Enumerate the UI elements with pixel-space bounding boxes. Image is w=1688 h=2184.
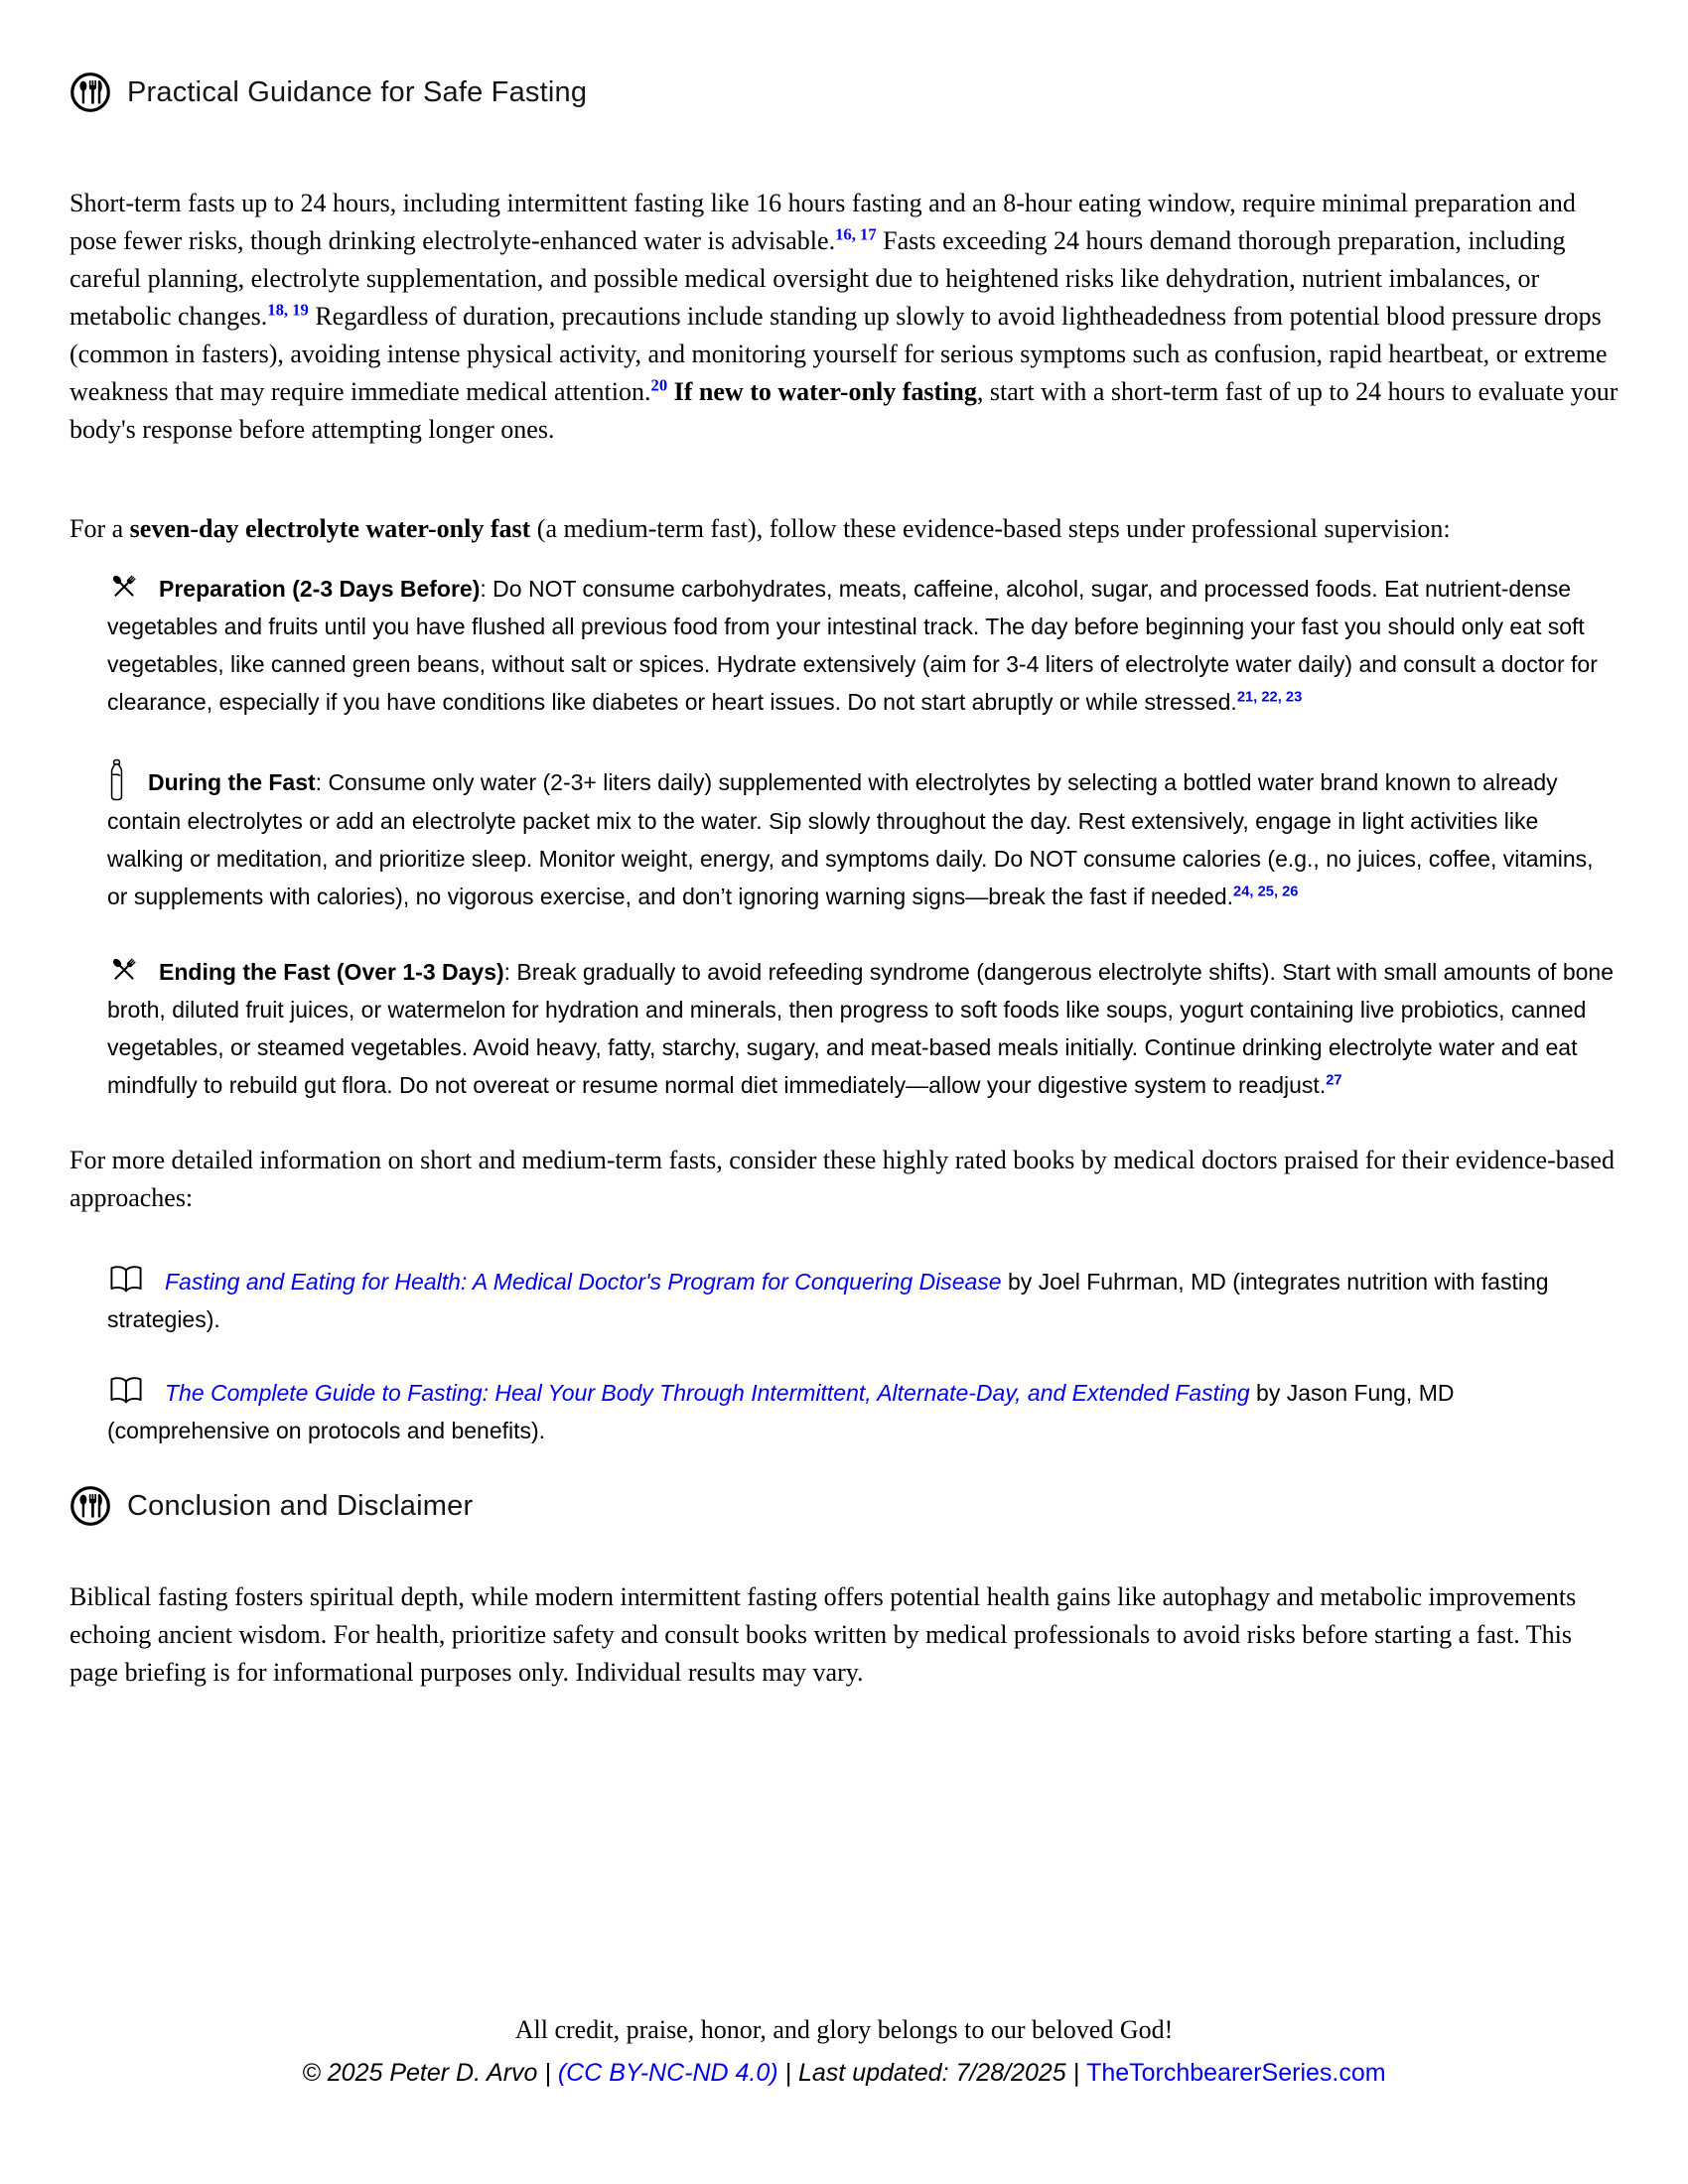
crossed-spoon-fork-icon: [107, 570, 141, 604]
footnote-ref-20[interactable]: 20: [650, 375, 668, 395]
footer-credit-line: All credit, praise, honor, and glory belongs to our beloved God!: [514, 2015, 1174, 2044]
book-item-fung: [107, 1374, 1618, 1449]
footnote-ref-21-22-23[interactable]: 21, 22, 23: [1236, 689, 1303, 706]
book-link-fuhrman[interactable]: Fasting and Eating for Health: A Medical Doctor's Program for Conquering Disease: [165, 1269, 1002, 1295]
guidance-section-heading: [70, 71, 1618, 113]
water-bottle-icon: [107, 758, 126, 802]
text-segment: Fasts exceeding 24 hours demand thorough preparation, including careful planning, electrolyte supplementation, and possible medical oversight due to heightened risks like dehydration, nutrient imbalances, or metabolic changes.: [70, 226, 1566, 331]
page-footer: [0, 2011, 1688, 2093]
text-segment: © 2025 Peter D. Arvo |: [302, 2059, 558, 2087]
guidance-heading-text: Practical Guidance for Safe Fasting: [127, 75, 588, 108]
book-fuhrman-text: [107, 1269, 1549, 1332]
book-item-fuhrman: [107, 1263, 1618, 1338]
bullet-preparation: [107, 570, 1618, 721]
text-segment: by Jason Fung, MD (comprehensive on protocols and benefits).: [107, 1380, 1455, 1443]
text-segment: seven-day electrolyte water-only fast: [129, 514, 531, 543]
text-segment: Ending the Fast (Over 1-3 Days): [159, 959, 504, 985]
bullet-preparation-text: [107, 576, 1598, 715]
dining-circle-icon: [70, 1485, 111, 1527]
text-segment: : Do NOT consume carbohydrates, meats, caffeine, alcohol, sugar, and processed foods. Eat nutrient-dense vegetables and fruits until you have flushed all previous food from your intestinal track. The day before beginning your fast you should only eat soft vegetables, like canned green beans, without salt or spices. Hydrate extensively (aim for 3-4 liters of electrolyte water daily) and consult a doctor for clearance, especially if you have conditions like diabetes or heart issues. Do not start abruptly or while stressed.: [107, 576, 1598, 715]
torchbearer-site-link[interactable]: TheTorchbearerSeries.com: [1086, 2059, 1386, 2087]
text-segment: | Last updated: 7/28/2025 |: [777, 2059, 1087, 2087]
books-intro-paragraph: For more detailed information on short and medium-term fasts, consider these highly rated books by medical doctors praised for their evidence-based approaches:: [70, 1146, 1615, 1212]
open-book-icon: [107, 1264, 145, 1296]
text-segment: : Break gradually to avoid refeeding syndrome (dangerous electrolyte shifts). Start with small amounts of bone broth, diluted fruit juices, or watermelon for hydration and minerals, then progress to soft foods like soups, yogurt containing live probiotics, canned vegetables, or steamed vegetables. Avoid heavy, fatty, starchy, sugary, and meat-based meals initially. Continue drinking electrolyte water and eat mindfully to rebuild gut flora. Do not overeat or resume normal diet immediately—allow your digestive system to readjust.: [107, 959, 1614, 1098]
text-segment: : Consume only water (2-3+ liters daily) supplemented with electrolytes by selecting a bottled water brand known to already contain electrolytes or add an electrolyte packet mix to the water. Sip slowly throughout the day. Rest extensively, engage in light activities like walking or meditation, and prioritize sleep. Monitor weight, energy, and symptoms daily. Do NOT consume calories (e.g., no juices, coffee, vitamins, or supplements with calories), no vigorous exercise, and don’t ignoring warning signs—break the fast if needed.: [107, 769, 1594, 909]
bullet-ending-fast-text: [107, 959, 1614, 1098]
dining-circle-icon: [70, 71, 111, 113]
book-fung-text: [107, 1380, 1454, 1443]
bullet-during-fast-text: [107, 769, 1594, 909]
conclusion-section-heading: [70, 1485, 1618, 1527]
text-segment: (a medium-term fast), follow these evidence-based steps under professional supervision:: [530, 514, 1451, 543]
footer-copyright-line: [0, 2053, 1688, 2093]
text-segment: If new to water-only fasting: [673, 377, 977, 406]
text-segment: , start with a short-term fast of up to 24 hours to evaluate your body's response before attempting longer ones.: [70, 377, 1618, 444]
text-segment: by Joel Fuhrman, MD (integrates nutrition with fasting strategies).: [107, 1269, 1549, 1332]
conclusion-paragraph: Biblical fasting fosters spiritual depth, while modern intermittent fasting offers potential health gains like autophagy and metabolic improvements echoing ancient wisdom. For health, prioritize safety and consult books written by medical professionals to avoid risks before starting a fast. This page briefing is for informational purposes only. Individual results may vary.: [70, 1582, 1577, 1687]
crossed-spoon-fork-icon: [107, 953, 141, 987]
text-segment: Preparation (2-3 Days Before): [159, 576, 481, 602]
footnote-ref-16-17[interactable]: 16, 17: [835, 224, 877, 244]
footnote-ref-24-25-26[interactable]: 24, 25, 26: [1233, 884, 1299, 900]
text-segment: For a: [70, 514, 130, 543]
footnote-ref-18-19[interactable]: 18, 19: [267, 300, 309, 320]
bullet-ending-fast: [107, 953, 1618, 1104]
conclusion-heading-text: Conclusion and Disclaimer: [127, 1489, 474, 1522]
text-segment: Short-term fasts up to 24 hours, including intermittent fasting like 16 hours fasting and an 8-hour eating window, require minimal preparation and pose fewer risks, though drinking electrolyte-enhanced water is advisable.: [70, 189, 1576, 255]
footnote-ref-27[interactable]: 27: [1326, 1072, 1342, 1089]
guidance-paragraph-1: [70, 185, 1618, 449]
book-link-fung[interactable]: The Complete Guide to Fasting: Heal Your Body Through Intermittent, Alternate-Day, and Extended Fasting: [165, 1380, 1250, 1406]
text-segment: During the Fast: [148, 769, 316, 795]
guidance-paragraph-2: [70, 510, 1618, 548]
cc-license-link[interactable]: (CC BY-NC-ND 4.0): [557, 2059, 778, 2087]
open-book-icon: [107, 1375, 145, 1407]
text-segment: Regardless of duration, precautions include standing up slowly to avoid lightheadedness from potential blood pressure drops (common in fasters), avoiding intense physical activity, and monitoring yourself for serious symptoms such as confusion, rapid heartbeat, or extreme weakness that may require immediate medical attention.: [70, 302, 1608, 406]
bullet-during-fast: [107, 758, 1618, 915]
